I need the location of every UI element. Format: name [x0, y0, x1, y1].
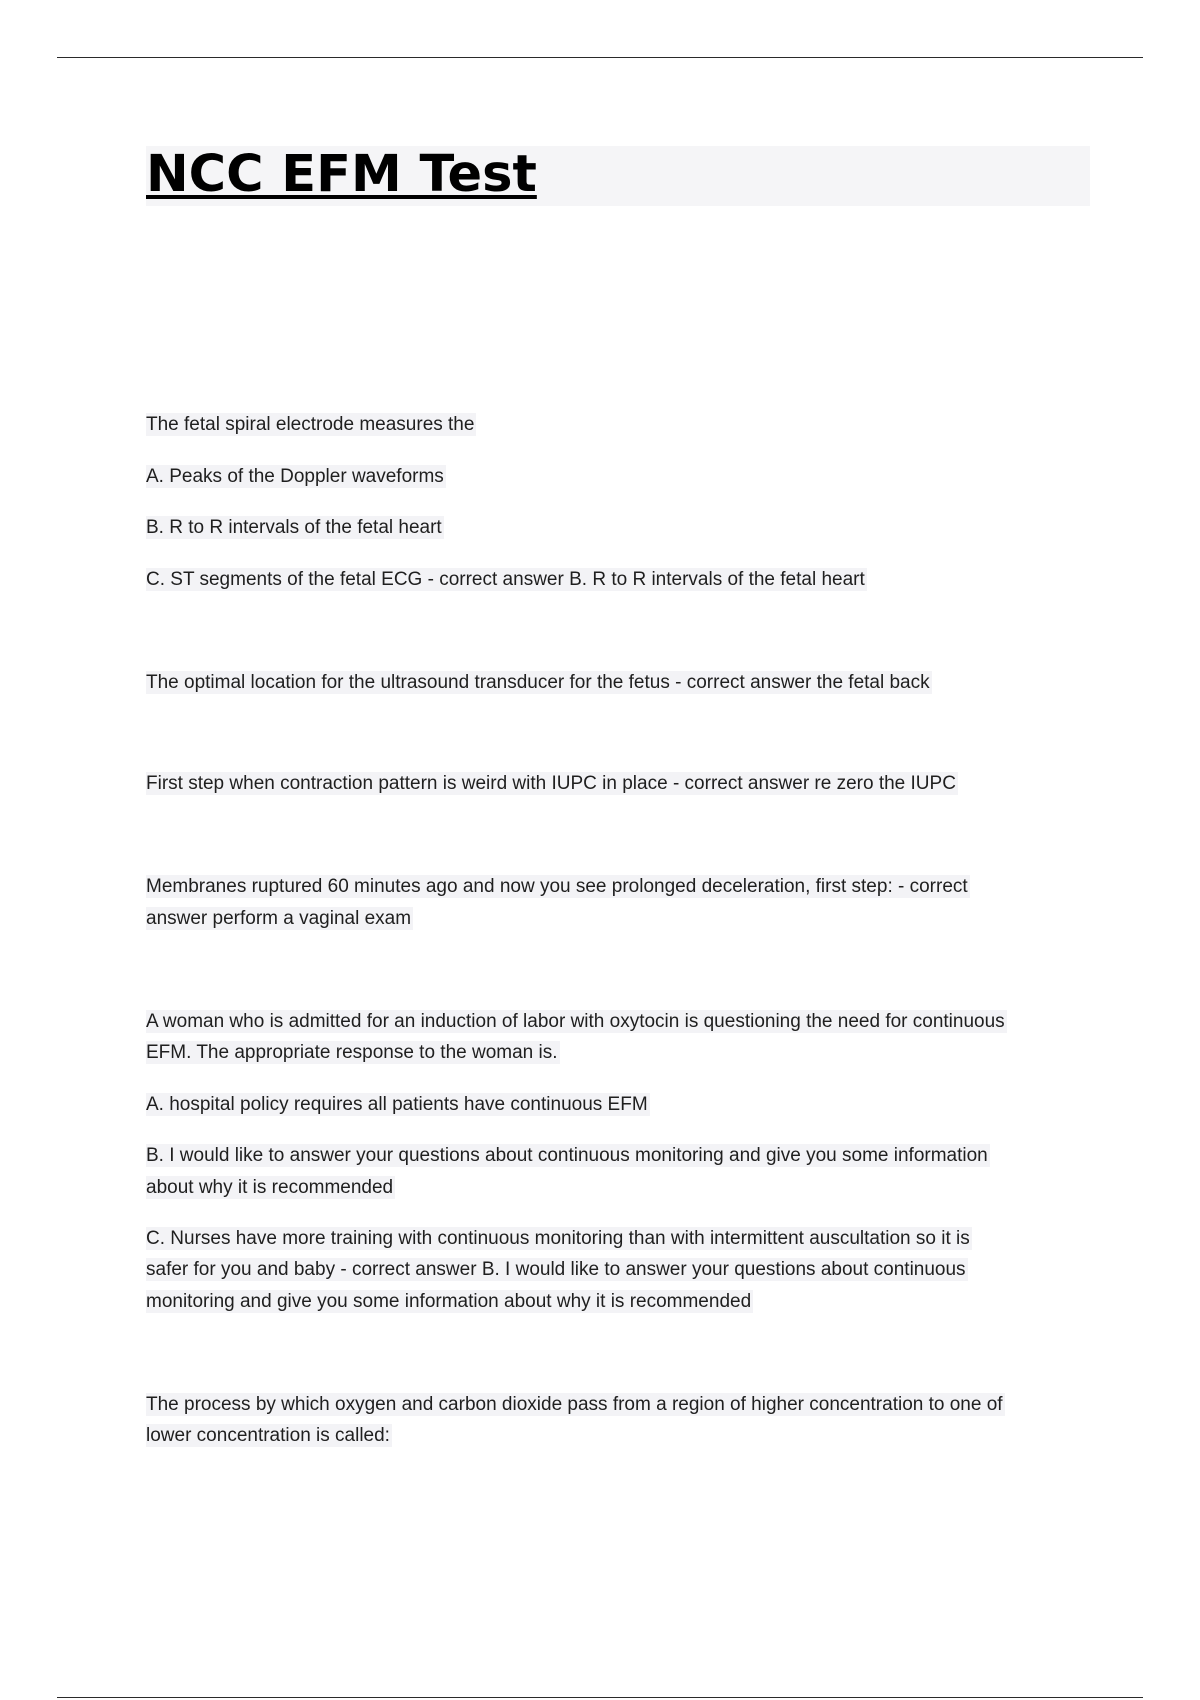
question-text: answer perform a vaginal exam — [146, 908, 412, 929]
document-title: NCC EFM Test — [146, 145, 537, 204]
question-text: Membranes ruptured 60 minutes ago and now you see prolonged deceleration, first step: - correct — [146, 876, 968, 897]
question-text: lower concentration is called: — [146, 1425, 390, 1446]
answer-option: B. I would like to answer your questions about continuous monitoring and give you some information — [146, 1145, 988, 1166]
answer-option: C. Nurses have more training with continuous monitoring than with intermittent auscultation so it is — [146, 1228, 970, 1249]
answer-option: A. hospital policy requires all patients have continuous EFM — [146, 1094, 648, 1115]
question-text: The fetal spiral electrode measures the — [146, 414, 475, 435]
question-text: First step when contraction pattern is weird with IUPC in place - correct answer re zero the IUPC — [146, 773, 956, 794]
footer-rule — [57, 1697, 1143, 1698]
question-text: The process by which oxygen and carbon dioxide pass from a region of higher concentration to one of — [146, 1394, 1003, 1415]
answer-option: A. Peaks of the Doppler waveforms — [146, 466, 444, 487]
answer-option: about why it is recommended — [146, 1177, 394, 1198]
answer-option: B. R to R intervals of the fetal heart — [146, 517, 442, 538]
header-rule — [57, 57, 1143, 58]
question-text: The optimal location for the ultrasound transducer for the fetus - correct answer the fetal back — [146, 672, 930, 693]
question-text: A woman who is admitted for an induction of labor with oxytocin is questioning the need for continuous — [146, 1011, 1005, 1032]
answer-option: safer for you and baby - correct answer B. I would like to answer your questions about continuous — [146, 1259, 966, 1280]
answer-option: C. ST segments of the fetal ECG - correct answer B. R to R intervals of the fetal heart — [146, 569, 865, 590]
question-text: EFM. The appropriate response to the woman is. — [146, 1042, 558, 1063]
answer-option: monitoring and give you some information about why it is recommended — [146, 1291, 752, 1312]
